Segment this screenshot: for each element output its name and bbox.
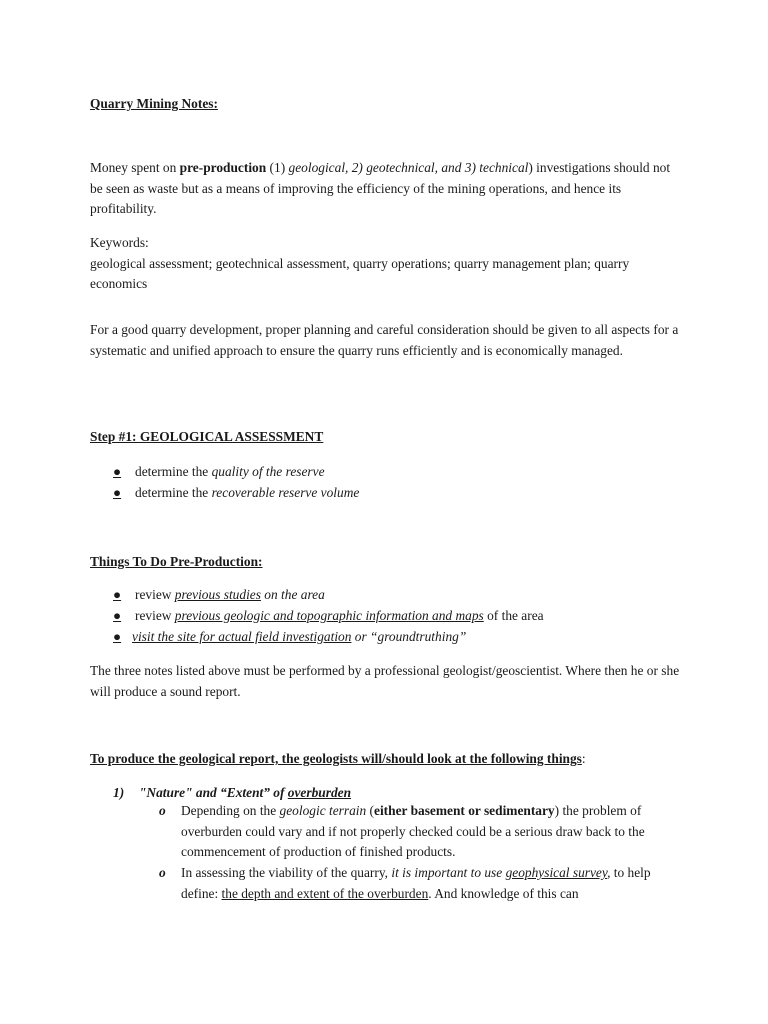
intro-text-3: (1): [266, 160, 289, 175]
sub2-text-1: In assessing the viability of the quarry,: [181, 865, 392, 880]
preproduction-heading: Things To Do Pre-Production:: [90, 554, 263, 569]
keywords-text: geological assessment; geotechnical assessment, quarry operations; quarry management plan; quarry economics: [90, 255, 630, 292]
sub-bullet-icon: o: [159, 803, 166, 818]
bullet-icon: ●: [113, 608, 122, 623]
bullet-text: review: [135, 608, 175, 623]
intro-paragraph: [90, 158, 680, 220]
sub2-important: it is important to use: [391, 865, 506, 880]
bullet-emphasis: quality of the reserve: [211, 464, 325, 479]
sub1-geologic-terrain: geologic terrain: [279, 803, 367, 818]
intro-text-1: Money spent on: [90, 160, 180, 175]
bullet-icon: ●: [113, 587, 122, 602]
intro-preproduction: pre-production: [179, 160, 267, 175]
bullet-text-tail: of the area: [483, 608, 544, 623]
preproduction-bullet-1: [113, 585, 325, 605]
bullet-link-geologic-maps: previous geologic and topographic information and maps: [174, 608, 484, 623]
step1-heading: Step #1: GEOLOGICAL ASSESSMENT: [90, 429, 324, 444]
bullet-icon: ●: [113, 629, 122, 644]
sub-bullet-icon: o: [159, 865, 166, 880]
sub2-comma: ,: [607, 865, 611, 880]
bullet-icon: ●: [113, 485, 122, 500]
item-text: "Nature" and “Extent” of: [139, 785, 288, 800]
step1-bullet-1: [113, 462, 325, 482]
bullet-text: determine the: [135, 485, 212, 500]
three-notes-paragraph: The three notes listed above must be performed by a professional geologist/geoscientist. Where then he or she will produce a sound report.: [90, 663, 680, 699]
bullet-text: determine the: [135, 464, 212, 479]
bullet-text: or: [351, 629, 371, 644]
sub-item-2: [181, 863, 681, 904]
bullet-emphasis: recoverable reserve volume: [211, 485, 360, 500]
report-item-1: [113, 783, 351, 803]
bullet-groundtruthing: “groundtruthing”: [370, 629, 467, 644]
bullet-text-tail: on the area: [260, 587, 325, 602]
report-heading-colon: :: [581, 751, 586, 766]
bullet-link-site-visit: visit the site for actual field investigation: [132, 629, 352, 644]
preproduction-bullet-2: [113, 606, 544, 626]
step1-bullet-2: [113, 483, 359, 503]
item-overburden: overburden: [287, 785, 352, 800]
item-number: 1): [113, 785, 125, 800]
sub2-geophysical-survey: geophysical survey: [505, 865, 608, 880]
keywords-block: [90, 233, 680, 295]
intro-text-5: ) investigations should not be seen as waste but as a means of improving the efficiency of the mining operations, and hence its profitability.: [90, 160, 671, 217]
sub1-text-3: (: [366, 803, 375, 818]
intro-investigation-types: geological, 2) geotechnical, and 3) technical: [288, 160, 529, 175]
keywords-label: Keywords:: [90, 235, 149, 250]
sub2-text-7: . And knowledge of this can: [428, 885, 579, 901]
planning-paragraph: For a good quarry development, proper planning and careful consideration should be given to all aspects for a systematic and unified approach to ensure the quarry runs efficiently and is economically managed.: [90, 322, 679, 358]
preproduction-bullet-3: [113, 627, 466, 647]
report-heading-text: To produce the geological report, the geologists will/should look at the following things: [90, 751, 582, 766]
bullet-link-previous-studies: previous studies: [174, 587, 261, 602]
report-heading: [90, 749, 680, 770]
page-title: Quarry Mining Notes:: [90, 96, 218, 111]
sub1-text-5: ) the problem of overburden could vary and if not properly checked could be a serious draw back to the commencement of production of finished products.: [181, 803, 645, 860]
sub1-text-1: Depending on the: [181, 803, 280, 818]
sub2-text-5: to help define:: [181, 865, 651, 901]
bullet-icon: ●: [113, 464, 122, 479]
sub2-depth-extent: the depth and extent of the overburden: [221, 885, 429, 901]
sub1-basement-sedimentary: either basement or sedimentary: [374, 803, 555, 818]
sub-item-1: [181, 801, 681, 863]
bullet-text: review: [135, 587, 175, 602]
